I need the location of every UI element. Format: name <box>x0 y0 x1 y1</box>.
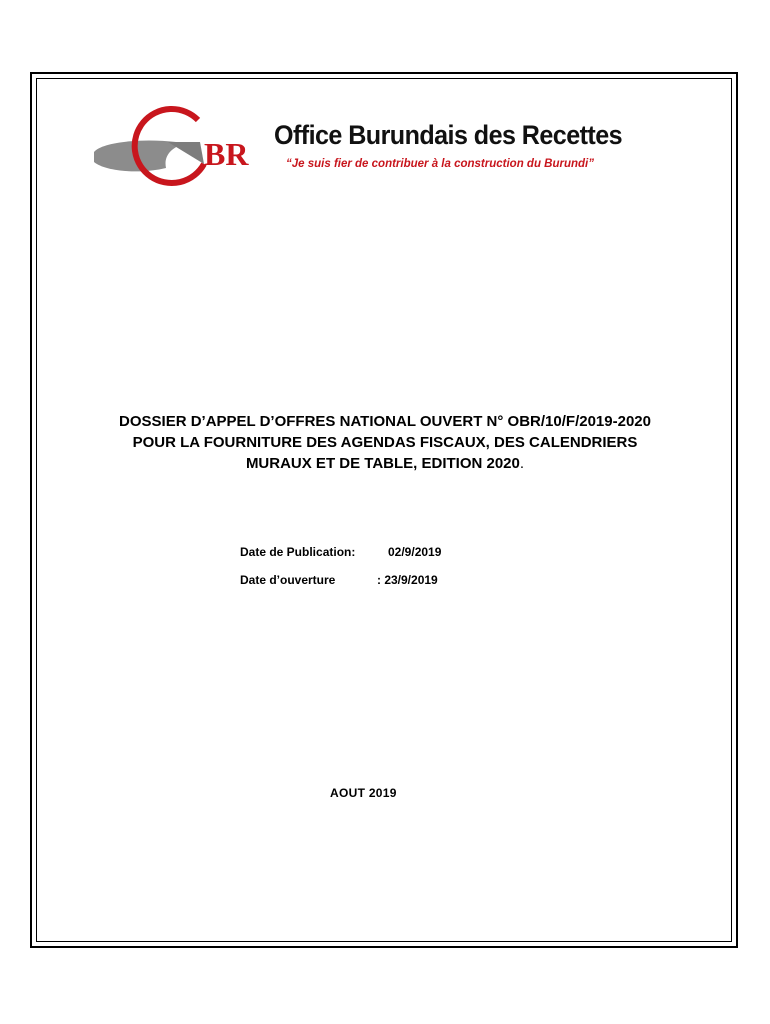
org-name: Office Burundais des Recettes <box>274 120 623 150</box>
title-line-1: DOSSIER D’APPEL D’OFFRES NATIONAL OUVERT N° OBR/10/F/2019-2020 <box>119 413 651 430</box>
org-motto: “Je suis fier de contribuer à la construction du Burundi” <box>286 158 594 170</box>
publication-date-label: Date de Publication: <box>240 545 356 559</box>
publication-date-value: 02/9/2019 <box>388 545 442 559</box>
obr-logo <box>72 102 272 194</box>
opening-date-label: Date d’ouverture <box>240 573 336 587</box>
logo-text: BR <box>204 136 249 172</box>
opening-date-value: : 23/9/2019 <box>377 573 438 587</box>
page-border-inner <box>36 78 732 942</box>
document-month-year: AOUT 2019 <box>330 786 397 800</box>
title-line-3-text: MURAUX ET DE TABLE, EDITION 2020 <box>245 455 520 472</box>
title-line-2: POUR LA FOURNITURE DES AGENDAS FISCAUX, DES CALENDRIERS <box>132 434 638 451</box>
title-line-3 <box>40 453 730 474</box>
letterhead <box>72 102 632 194</box>
document-title <box>40 411 730 474</box>
title-line-3-period: . <box>519 455 525 472</box>
